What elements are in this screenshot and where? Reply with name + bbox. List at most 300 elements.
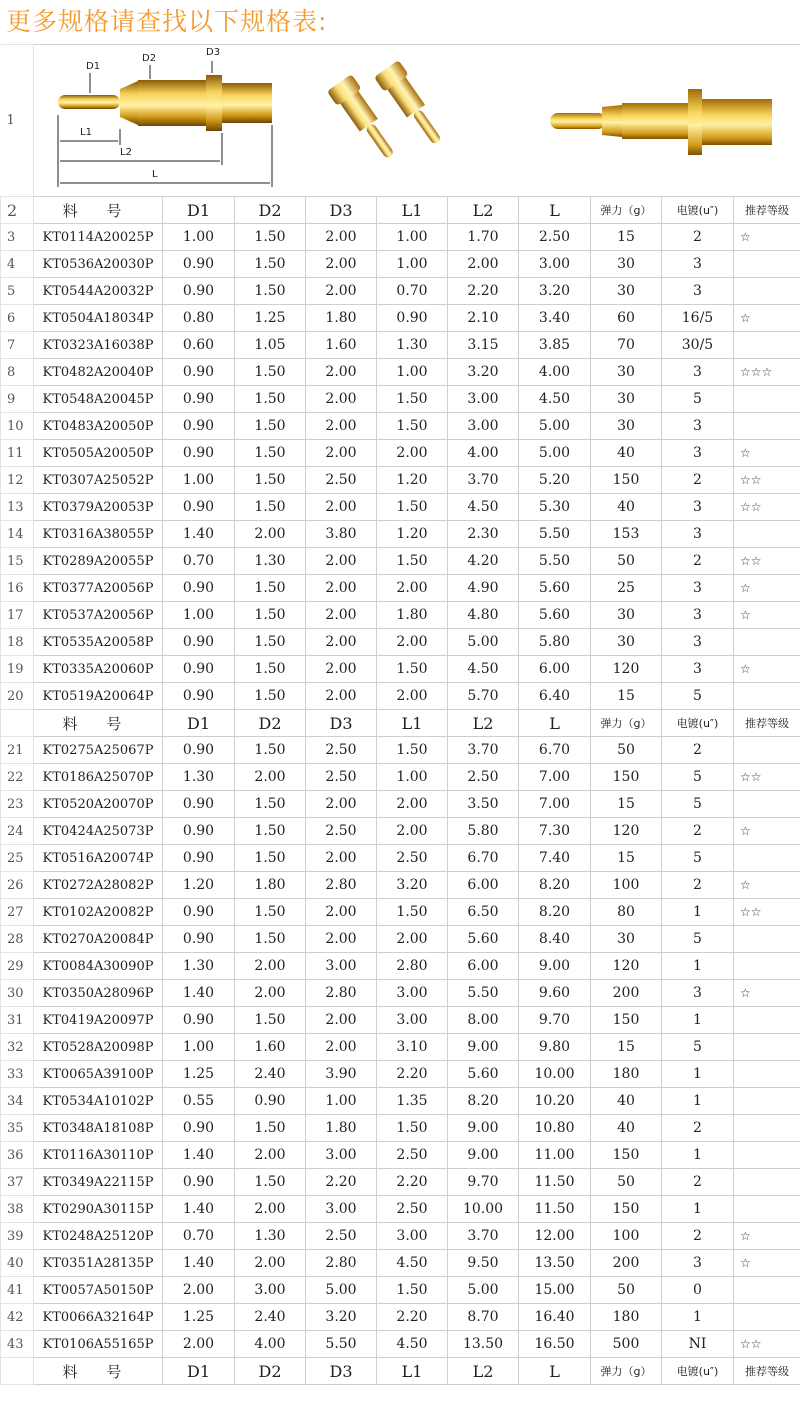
row-number: 19 [1,656,34,683]
l1-value: 1.50 [377,494,448,521]
d3-value: 3.80 [306,521,377,548]
d1-value: 0.90 [163,656,235,683]
table-row [1,791,800,818]
plating-value: 1 [662,953,734,980]
d3-value: 2.80 [306,872,377,899]
l-value: 5.60 [519,575,591,602]
table-row [1,953,800,980]
plating-value: 2 [662,548,734,575]
plating-value: 3 [662,413,734,440]
l2-value: 6.00 [448,953,519,980]
plating-value: 3 [662,251,734,278]
part-number: KT0114A20025P [34,224,163,251]
spring-force: 120 [591,953,662,980]
l2-value: 5.50 [448,980,519,1007]
column-header: D1 [163,197,235,224]
d1-value: 0.60 [163,332,235,359]
d1-value: 1.00 [163,467,235,494]
l-value: 5.00 [519,440,591,467]
l-value: 6.40 [519,683,591,710]
row-number: 8 [1,359,34,386]
l-value: 3.20 [519,278,591,305]
recommend-grade: ☆ [734,1250,800,1277]
l-value: 5.50 [519,548,591,575]
d1-value: 0.90 [163,251,235,278]
column-header: 弹力（g） [591,197,662,224]
d2-value: 2.40 [235,1304,306,1331]
d1-value: 1.40 [163,1196,235,1223]
row-number: 18 [1,629,34,656]
column-header: L [519,1358,591,1385]
spring-force: 150 [591,1142,662,1169]
recommend-grade [734,251,800,278]
d2-value: 3.00 [235,1277,306,1304]
spring-force: 30 [591,359,662,386]
l1-value: 1.50 [377,737,448,764]
row-number: 2 [1,197,34,224]
row-number: 10 [1,413,34,440]
plating-value: 3 [662,602,734,629]
l2-value: 2.30 [448,521,519,548]
d2-value: 1.50 [235,413,306,440]
l2-value: 9.00 [448,1034,519,1061]
d2-value: 0.90 [235,1088,306,1115]
column-header: L1 [377,1358,448,1385]
plating-value: 0 [662,1277,734,1304]
table-row [1,818,800,845]
part-number: KT0520A20070P [34,791,163,818]
d3-value: 2.00 [306,602,377,629]
row-number: 30 [1,980,34,1007]
part-number: KT0335A20060P [34,656,163,683]
d2-value: 2.00 [235,521,306,548]
l1-value: 2.00 [377,440,448,467]
l1-value: 3.00 [377,1223,448,1250]
l2-value: 2.20 [448,278,519,305]
row-number: 24 [1,818,34,845]
l1-value: 1.50 [377,413,448,440]
plating-value: 2 [662,1115,734,1142]
l2-value: 8.00 [448,1007,519,1034]
table-row [1,1304,800,1331]
l-value: 11.00 [519,1142,591,1169]
d3-value: 2.00 [306,359,377,386]
row-number: 40 [1,1250,34,1277]
recommend-grade [734,332,800,359]
recommend-grade [734,791,800,818]
l1-value: 2.50 [377,1142,448,1169]
d3-value: 2.00 [306,548,377,575]
d2-value: 1.50 [235,1169,306,1196]
part-number: KT0504A18034P [34,305,163,332]
l-value: 7.00 [519,764,591,791]
column-header: D2 [235,710,306,737]
l-value: 13.50 [519,1250,591,1277]
spring-force: 100 [591,1223,662,1250]
plating-value: 2 [662,737,734,764]
part-number: KT0323A16038P [34,332,163,359]
l2-value: 5.00 [448,1277,519,1304]
d1-value: 0.90 [163,413,235,440]
d3-value: 2.00 [306,899,377,926]
recommend-grade [734,1169,800,1196]
column-header: 料 号 [34,710,163,737]
part-number: KT0065A39100P [34,1061,163,1088]
plating-value: 30/5 [662,332,734,359]
part-number: KT0316A38055P [34,521,163,548]
l1-value: 4.50 [377,1331,448,1358]
l2-value: 3.70 [448,1223,519,1250]
row-number: 37 [1,1169,34,1196]
table-row [1,1277,800,1304]
row-number: 16 [1,575,34,602]
l1-value: 2.80 [377,953,448,980]
l-value: 8.20 [519,899,591,926]
part-number: KT0535A20058P [34,629,163,656]
dim-label-d2: D2 [142,53,157,64]
l1-value: 1.50 [377,899,448,926]
row-number: 23 [1,791,34,818]
l-value: 4.00 [519,359,591,386]
table-row [1,926,800,953]
row-number: 34 [1,1088,34,1115]
spring-force: 180 [591,1061,662,1088]
plating-value: 1 [662,1088,734,1115]
recommend-grade: ☆☆ [734,467,800,494]
spring-force: 40 [591,494,662,521]
part-number: KT0351A28135P [34,1250,163,1277]
row-number [1,710,34,737]
part-number: KT0516A20074P [34,845,163,872]
plating-value: 3 [662,440,734,467]
spring-force: 40 [591,440,662,467]
plating-value: 2 [662,872,734,899]
table-row [1,1331,800,1358]
table-row [1,1007,800,1034]
table-row [1,980,800,1007]
table-row [1,1088,800,1115]
l2-value: 3.20 [448,359,519,386]
d1-value: 1.00 [163,602,235,629]
recommend-grade [734,1142,800,1169]
row-number: 14 [1,521,34,548]
l2-value: 5.60 [448,1061,519,1088]
recommend-grade [734,845,800,872]
column-header: L1 [377,710,448,737]
part-number: KT0186A25070P [34,764,163,791]
l2-value: 3.00 [448,386,519,413]
l1-value: 2.00 [377,629,448,656]
plating-value: 3 [662,1250,734,1277]
column-header: D2 [235,1358,306,1385]
d3-value: 2.00 [306,656,377,683]
d2-value: 1.50 [235,251,306,278]
l-value: 5.00 [519,413,591,440]
l-value: 7.40 [519,845,591,872]
recommend-grade [734,926,800,953]
row-number: 20 [1,683,34,710]
row-number: 7 [1,332,34,359]
row-number: 12 [1,467,34,494]
dim-label-d1: D1 [86,61,101,72]
table-row [1,737,800,764]
d3-value: 3.00 [306,1142,377,1169]
part-number: KT0536A20030P [34,251,163,278]
header-row [1,197,800,224]
part-number: KT0289A20055P [34,548,163,575]
column-header: D1 [163,1358,235,1385]
recommend-grade: ☆☆ [734,899,800,926]
table-row [1,683,800,710]
spring-force: 50 [591,1169,662,1196]
recommend-grade: ☆ [734,980,800,1007]
spring-force: 150 [591,1007,662,1034]
l1-value: 0.90 [377,305,448,332]
part-number: KT0482A20040P [34,359,163,386]
l1-value: 2.50 [377,845,448,872]
l1-value: 1.00 [377,224,448,251]
d1-value: 1.25 [163,1061,235,1088]
table-row [1,1250,800,1277]
l-value: 15.00 [519,1277,591,1304]
table-row [1,764,800,791]
part-number: KT0350A28096P [34,980,163,1007]
plating-value: 1 [662,1142,734,1169]
plating-value: 3 [662,629,734,656]
l2-value: 10.00 [448,1196,519,1223]
d3-value: 2.00 [306,1034,377,1061]
d2-value: 1.25 [235,305,306,332]
row-number: 43 [1,1331,34,1358]
recommend-grade [734,1061,800,1088]
row-number [1,1358,34,1385]
part-number: KT0537A20056P [34,602,163,629]
recommend-grade [734,1115,800,1142]
table-row [1,575,800,602]
l-value: 8.20 [519,872,591,899]
part-number: KT0483A20050P [34,413,163,440]
spring-force: 30 [591,602,662,629]
l2-value: 13.50 [448,1331,519,1358]
l1-value: 1.30 [377,332,448,359]
d1-value: 0.90 [163,629,235,656]
table-row [1,629,800,656]
d1-value: 0.70 [163,548,235,575]
l-value: 3.00 [519,251,591,278]
column-header: D2 [235,197,306,224]
column-header: D1 [163,710,235,737]
row-number: 3 [1,224,34,251]
dim-label-l: L [152,169,158,180]
recommend-grade: ☆ [734,818,800,845]
recommend-grade: ☆ [734,440,800,467]
column-header: L2 [448,1358,519,1385]
part-number: KT0528A20098P [34,1034,163,1061]
l-value: 3.85 [519,332,591,359]
column-header: 电镀(u″) [662,197,734,224]
d2-value: 1.50 [235,224,306,251]
d1-value: 0.90 [163,575,235,602]
spring-force: 30 [591,413,662,440]
plating-value: 3 [662,656,734,683]
l-value: 9.60 [519,980,591,1007]
plating-value: 1 [662,1061,734,1088]
column-header: 弹力（g） [591,710,662,737]
l-value: 7.30 [519,818,591,845]
l2-value: 4.80 [448,602,519,629]
l2-value: 5.80 [448,818,519,845]
l1-value: 1.20 [377,467,448,494]
plating-value: 2 [662,818,734,845]
l-value: 11.50 [519,1169,591,1196]
table-row [1,251,800,278]
recommend-grade [734,1304,800,1331]
part-number: KT0290A30115P [34,1196,163,1223]
l1-value: 3.10 [377,1034,448,1061]
spring-force: 15 [591,683,662,710]
spring-force: 200 [591,980,662,1007]
spring-force: 40 [591,1088,662,1115]
row-number: 33 [1,1061,34,1088]
row-number: 39 [1,1223,34,1250]
l2-value: 3.15 [448,332,519,359]
d1-value: 0.90 [163,926,235,953]
d1-value: 1.30 [163,764,235,791]
l-value: 10.20 [519,1088,591,1115]
d2-value: 2.00 [235,1250,306,1277]
d1-value: 1.40 [163,980,235,1007]
recommend-grade [734,737,800,764]
part-number: KT0275A25067P [34,737,163,764]
l-value: 4.50 [519,386,591,413]
l-value: 16.50 [519,1331,591,1358]
d3-value: 1.60 [306,332,377,359]
d3-value: 2.00 [306,791,377,818]
l1-value: 1.00 [377,359,448,386]
l1-value: 1.00 [377,764,448,791]
d2-value: 1.50 [235,359,306,386]
d2-value: 1.30 [235,1223,306,1250]
part-number: KT0544A20032P [34,278,163,305]
l-value: 11.50 [519,1196,591,1223]
recommend-grade: ☆ [734,575,800,602]
d1-value: 0.90 [163,494,235,521]
column-header: 推荐等级 [734,197,800,224]
recommend-grade [734,1034,800,1061]
row-number: 11 [1,440,34,467]
spring-force: 120 [591,656,662,683]
d2-value: 1.50 [235,926,306,953]
d3-value: 2.50 [306,467,377,494]
column-header: D3 [306,197,377,224]
row-number: 28 [1,926,34,953]
l1-value: 1.00 [377,251,448,278]
l1-value: 1.50 [377,1277,448,1304]
l-value: 5.60 [519,602,591,629]
table-row [1,1196,800,1223]
part-number: KT0116A30110P [34,1142,163,1169]
d1-value: 0.90 [163,845,235,872]
l2-value: 6.50 [448,899,519,926]
table-row [1,602,800,629]
l2-value: 2.00 [448,251,519,278]
plating-value: 5 [662,1034,734,1061]
l2-value: 4.00 [448,440,519,467]
d1-value: 0.55 [163,1088,235,1115]
d2-value: 1.50 [235,575,306,602]
table-row [1,332,800,359]
row-number: 4 [1,251,34,278]
part-number: KT0057A50150P [34,1277,163,1304]
spring-force: 25 [591,575,662,602]
spring-force: 50 [591,1277,662,1304]
d1-value: 1.40 [163,521,235,548]
l-value: 6.00 [519,656,591,683]
l-value: 5.80 [519,629,591,656]
row-number: 13 [1,494,34,521]
table-row [1,278,800,305]
recommend-grade: ☆ [734,656,800,683]
plating-value: 1 [662,899,734,926]
spring-force: 60 [591,305,662,332]
table-row [1,467,800,494]
table-row [1,548,800,575]
d1-value: 1.20 [163,872,235,899]
d1-value: 0.90 [163,386,235,413]
d2-value: 1.50 [235,494,306,521]
part-number: KT0348A18108P [34,1115,163,1142]
d1-value: 1.25 [163,1304,235,1331]
d3-value: 1.00 [306,1088,377,1115]
l1-value: 2.20 [377,1304,448,1331]
l2-value: 5.70 [448,683,519,710]
d2-value: 2.00 [235,1142,306,1169]
recommend-grade [734,278,800,305]
d1-value: 0.90 [163,683,235,710]
spring-force: 50 [591,737,662,764]
product-images [34,45,800,196]
part-number: KT0270A20084P [34,926,163,953]
plating-value: 2 [662,224,734,251]
d2-value: 2.00 [235,1196,306,1223]
table-row [1,1115,800,1142]
d3-value: 1.80 [306,305,377,332]
row-number: 29 [1,953,34,980]
l2-value: 9.00 [448,1115,519,1142]
column-header: 弹力（g） [591,1358,662,1385]
header-row [1,1358,800,1385]
d3-value: 3.00 [306,953,377,980]
table-row [1,224,800,251]
d2-value: 1.50 [235,899,306,926]
d2-value: 1.50 [235,791,306,818]
d2-value: 1.50 [235,440,306,467]
spring-force: 50 [591,548,662,575]
part-number: KT0419A20097P [34,1007,163,1034]
spring-force: 200 [591,1250,662,1277]
d1-value: 0.90 [163,1169,235,1196]
recommend-grade: ☆ [734,602,800,629]
spring-force: 15 [591,791,662,818]
d3-value: 3.00 [306,1196,377,1223]
d3-value: 2.20 [306,1169,377,1196]
spring-force: 15 [591,1034,662,1061]
plating-value: 5 [662,386,734,413]
d3-value: 2.00 [306,494,377,521]
plating-value: 3 [662,521,734,548]
plating-value: 5 [662,926,734,953]
l1-value: 1.20 [377,521,448,548]
